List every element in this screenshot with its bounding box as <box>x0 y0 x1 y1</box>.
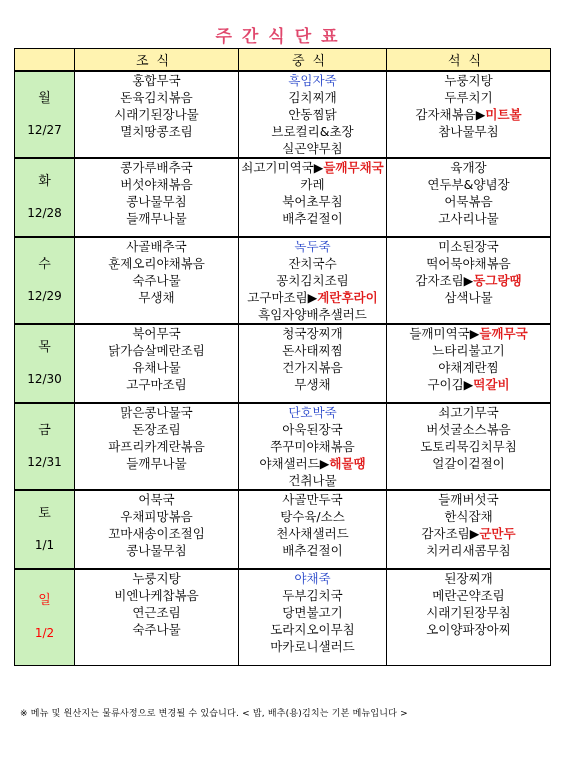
substitute-menu-text: 들깨무국 <box>479 326 528 341</box>
menu-item <box>387 604 550 621</box>
dinner-cell <box>387 237 551 324</box>
menu-item-text: 고사리나물 <box>438 211 499 226</box>
menu-item <box>387 508 550 525</box>
menu-item-text: 북어초무침 <box>282 194 343 209</box>
menu-item-text: 떡어묵야채볶음 <box>426 256 511 271</box>
day-row <box>15 71 551 158</box>
menu-item-text: 쭈꾸미야채볶음 <box>270 439 355 454</box>
menu-item-text: 어묵국 <box>138 492 175 507</box>
menu-item-text: 쇠고기미역국▶ <box>241 160 324 175</box>
menu-item-text: 한식잡채 <box>444 509 493 524</box>
dinner-cell <box>387 158 551 237</box>
day-cell <box>15 490 75 569</box>
header-dinner: 석식 <box>387 49 551 72</box>
menu-item <box>239 438 386 455</box>
menu-item <box>387 89 550 106</box>
day-name: 월 <box>38 90 51 106</box>
menu-item <box>239 106 386 123</box>
menu-item <box>239 587 386 604</box>
menu-item-text: 누룽지탕 <box>132 571 181 586</box>
menu-item <box>239 210 386 227</box>
menu-item-text: 연두부&양념장 <box>427 177 510 192</box>
menu-item <box>75 621 238 638</box>
menu-item <box>75 159 238 176</box>
menu-item-text: 마카로니샐러드 <box>270 639 355 654</box>
dinner-cell <box>387 71 551 158</box>
breakfast-cell <box>75 490 239 569</box>
menu-item-text: 메란곤약조림 <box>432 588 505 603</box>
menu-item <box>75 404 238 421</box>
menu-item <box>387 255 550 272</box>
day-row <box>15 158 551 237</box>
menu-item <box>387 525 550 542</box>
header-row <box>15 49 551 72</box>
menu-item <box>387 123 550 140</box>
menu-item-text: 무생채 <box>138 290 175 305</box>
dinner-cell <box>387 403 551 490</box>
menu-item-text: 느타리불고기 <box>432 343 505 358</box>
menu-item-text: 감자조림▶ <box>415 273 474 288</box>
breakfast-cell <box>75 403 239 490</box>
menu-item-text: 쇠고기무국 <box>438 405 499 420</box>
menu-item-text: 돈육김치볶음 <box>120 90 193 105</box>
menu-item-text: 안동찜닭 <box>288 107 337 122</box>
menu-item <box>239 508 386 525</box>
day-date: 12/30 <box>27 372 62 387</box>
menu-item <box>387 570 550 587</box>
menu-item <box>75 525 238 542</box>
menu-item <box>239 570 386 587</box>
menu-item <box>239 404 386 421</box>
day-date: 12/31 <box>27 455 62 470</box>
menu-item-text: 사골배추국 <box>126 239 187 254</box>
day-row <box>15 324 551 403</box>
dinner-cell <box>387 490 551 569</box>
menu-item-text: 시래기된장무침 <box>426 605 511 620</box>
menu-item <box>387 176 550 193</box>
special-menu-text: 단호박죽 <box>288 405 337 420</box>
day-date: 12/27 <box>27 123 62 138</box>
day-name: 금 <box>38 422 51 438</box>
day-cell <box>15 403 75 490</box>
menu-item-text: 배추겉절이 <box>282 543 343 558</box>
menu-item <box>239 72 386 89</box>
menu-item <box>75 123 238 140</box>
menu-item-text: 배추겉절이 <box>282 211 343 226</box>
menu-item <box>387 106 550 123</box>
menu-item <box>75 491 238 508</box>
menu-item-text: 버섯야채볶음 <box>120 177 193 192</box>
special-menu-text: 흑임자죽 <box>288 73 337 88</box>
special-menu-text: 야채죽 <box>294 571 331 586</box>
menu-item <box>75 193 238 210</box>
menu-item <box>239 272 386 289</box>
menu-item <box>75 438 238 455</box>
menu-item-text: 콩가루배추국 <box>120 160 193 175</box>
day-name: 수 <box>38 256 51 272</box>
menu-item-text: 파프리카계란볶음 <box>108 439 205 454</box>
menu-item-text: 무생채 <box>294 377 331 392</box>
menu-item-text: 꽁치김치조림 <box>276 273 349 288</box>
menu-item-text: 두루치기 <box>444 90 493 105</box>
menu-item <box>387 404 550 421</box>
menu-item <box>387 72 550 89</box>
menu-item-text: 도라지오이무침 <box>270 622 355 637</box>
menu-item <box>75 359 238 376</box>
menu-item-text: 구이김▶ <box>427 377 474 392</box>
menu-item-text: 된장찌개 <box>444 571 493 586</box>
day-date: 1/1 <box>34 538 55 553</box>
menu-item <box>239 342 386 359</box>
menu-item <box>387 587 550 604</box>
menu-item <box>75 542 238 559</box>
menu-item-text: 야채샐러드▶ <box>259 456 330 471</box>
substitute-menu-text: 떡갈비 <box>473 377 510 392</box>
day-cell <box>15 237 75 324</box>
menu-item-text: 실곤약무침 <box>282 141 343 156</box>
menu-item <box>75 421 238 438</box>
breakfast-cell <box>75 158 239 237</box>
menu-item-text: 참나물무침 <box>438 124 499 139</box>
menu-item-text: 도토리묵김치무침 <box>420 439 517 454</box>
menu-item-text: 홍합무국 <box>132 73 181 88</box>
menu-item <box>75 376 238 393</box>
menu-item <box>75 342 238 359</box>
menu-item-text: 당면불고기 <box>282 605 343 620</box>
menu-item-text: 삼색나물 <box>444 290 493 305</box>
header-lunch: 중식 <box>239 49 387 72</box>
lunch-cell <box>239 569 387 665</box>
menu-item-text: 맑은콩나물국 <box>120 405 193 420</box>
menu-item <box>75 289 238 306</box>
substitute-menu-text: 미트볼 <box>485 107 522 122</box>
dinner-cell <box>387 569 551 665</box>
lunch-cell <box>239 403 387 490</box>
header-breakfast: 조식 <box>75 49 239 72</box>
substitute-menu-text: 군만두 <box>479 526 516 541</box>
menu-item-text: 들깨무나물 <box>126 456 187 471</box>
menu-item-text: 탕수육/소스 <box>280 509 345 524</box>
menu-item <box>75 587 238 604</box>
day-date: 12/28 <box>27 206 62 221</box>
menu-item-text: 닭가슴살메란조림 <box>108 343 205 358</box>
menu-item <box>239 193 386 210</box>
menu-item <box>387 159 550 176</box>
day-name: 화 <box>38 173 51 189</box>
menu-item <box>239 376 386 393</box>
day-cell <box>15 569 75 665</box>
day-date: 12/29 <box>27 289 62 304</box>
menu-item <box>75 570 238 587</box>
footer-note: ※ 메뉴 및 원산지는 물류사정으로 변경될 수 있습니다. < 밥, 배추(용)김치는 기본 메뉴입니다 > <box>20 709 408 719</box>
lunch-cell <box>239 71 387 158</box>
menu-item <box>239 325 386 342</box>
menu-item <box>75 89 238 106</box>
menu-item <box>239 621 386 638</box>
menu-item <box>387 455 550 472</box>
weekly-menu-table <box>14 48 551 666</box>
menu-item-text: 유채나물 <box>132 360 181 375</box>
menu-item <box>387 491 550 508</box>
menu-item-text: 고구마조림▶ <box>247 290 318 305</box>
menu-item <box>239 604 386 621</box>
menu-item-text: 들깨버섯국 <box>438 492 499 507</box>
menu-item <box>239 455 386 472</box>
menu-item-text: 육개장 <box>450 160 487 175</box>
menu-item-text: 비엔나케찹볶음 <box>114 588 199 603</box>
menu-item <box>387 210 550 227</box>
page-title: 주간식단표 <box>215 27 348 47</box>
menu-item <box>75 238 238 255</box>
menu-item <box>387 342 550 359</box>
menu-item <box>387 621 550 638</box>
menu-item <box>387 438 550 455</box>
menu-item-text: 얼갈이겉절이 <box>432 456 505 471</box>
day-date: 1/2 <box>34 626 55 641</box>
day-cell <box>15 71 75 158</box>
menu-item <box>75 210 238 227</box>
menu-item-text: 돈장조림 <box>132 422 181 437</box>
menu-item <box>387 376 550 393</box>
menu-item <box>75 508 238 525</box>
menu-item <box>239 289 386 306</box>
lunch-cell <box>239 158 387 237</box>
menu-item <box>239 638 386 655</box>
menu-item <box>75 72 238 89</box>
menu-item-text: 카레 <box>300 177 325 192</box>
substitute-menu-text: 계란후라이 <box>317 290 378 305</box>
menu-item-text: 우채피망볶음 <box>120 509 193 524</box>
menu-item <box>387 542 550 559</box>
day-name: 토 <box>38 505 51 521</box>
menu-item-text: 어묵볶음 <box>444 194 493 209</box>
substitute-menu-text: 들깨무채국 <box>323 160 384 175</box>
menu-item-text: 브로컬리&초장 <box>271 124 354 139</box>
menu-body <box>15 71 551 665</box>
menu-item-text: 멸치땅콩조림 <box>120 124 193 139</box>
menu-item <box>387 359 550 376</box>
menu-item <box>239 359 386 376</box>
menu-item-text: 야채계란찜 <box>438 360 499 375</box>
menu-item-text: 오이양파장아찌 <box>426 622 511 637</box>
day-name: 일 <box>38 593 51 609</box>
breakfast-cell <box>75 237 239 324</box>
menu-item <box>75 106 238 123</box>
menu-item <box>239 421 386 438</box>
menu-item <box>387 272 550 289</box>
menu-item <box>239 491 386 508</box>
day-row <box>15 490 551 569</box>
menu-item <box>387 325 550 342</box>
menu-item-text: 건가지볶음 <box>282 360 343 375</box>
lunch-cell <box>239 237 387 324</box>
menu-item-text: 건취나물 <box>288 473 337 488</box>
menu-item-text: 콩나물무침 <box>126 543 187 558</box>
menu-item <box>239 159 386 176</box>
substitute-menu-text: 동그랑땡 <box>473 273 522 288</box>
menu-item-text: 고구마조림 <box>126 377 187 392</box>
menu-item <box>75 272 238 289</box>
menu-item-text: 북어무국 <box>132 326 181 341</box>
menu-item <box>239 525 386 542</box>
lunch-cell <box>239 490 387 569</box>
day-name: 목 <box>38 339 51 355</box>
menu-item-text: 들깨무나물 <box>126 211 187 226</box>
menu-item-text: 숙주나물 <box>132 273 181 288</box>
menu-item-text: 치커리새콤무침 <box>426 543 511 558</box>
menu-item-text: 감자조림▶ <box>421 526 480 541</box>
header-corner <box>15 49 75 72</box>
menu-item-text: 들깨미역국▶ <box>409 326 480 341</box>
breakfast-cell <box>75 324 239 403</box>
day-row <box>15 403 551 490</box>
dinner-cell <box>387 324 551 403</box>
menu-item <box>239 472 386 489</box>
menu-item <box>387 238 550 255</box>
menu-item-text: 천사채샐러드 <box>276 526 349 541</box>
day-cell <box>15 324 75 403</box>
menu-item <box>387 289 550 306</box>
menu-item-text: 버섯굴소스볶음 <box>426 422 511 437</box>
menu-item <box>75 455 238 472</box>
menu-item-text: 감자채볶음▶ <box>415 107 486 122</box>
menu-item <box>75 325 238 342</box>
menu-item-text: 아욱된장국 <box>282 422 343 437</box>
menu-item <box>239 176 386 193</box>
menu-item-text: 훈제오리야채볶음 <box>108 256 205 271</box>
menu-item-text: 두부김치국 <box>282 588 343 603</box>
menu-item-text: 흑임자양배추샐러드 <box>258 307 367 322</box>
menu-item-text: 시래기된장나물 <box>114 107 199 122</box>
menu-item-text: 돈사태찌찜 <box>282 343 343 358</box>
menu-item-text: 김치찌개 <box>288 90 337 105</box>
menu-item-text: 숙주나물 <box>132 622 181 637</box>
menu-item-text: 사골만두국 <box>282 492 343 507</box>
menu-item <box>239 89 386 106</box>
day-row <box>15 569 551 665</box>
menu-item <box>387 193 550 210</box>
menu-item <box>387 421 550 438</box>
menu-item-text: 연근조림 <box>132 605 181 620</box>
menu-item <box>239 238 386 255</box>
menu-item <box>75 176 238 193</box>
menu-item-text: 잔치국수 <box>288 256 337 271</box>
day-cell <box>15 158 75 237</box>
menu-item <box>239 542 386 559</box>
menu-item <box>239 140 386 157</box>
substitute-menu-text: 해물땡 <box>329 456 366 471</box>
menu-item-text: 콩나물무침 <box>126 194 187 209</box>
breakfast-cell <box>75 569 239 665</box>
menu-item <box>75 604 238 621</box>
lunch-cell <box>239 324 387 403</box>
menu-item-text: 꼬마새송이조절임 <box>108 526 205 541</box>
menu-item <box>239 306 386 323</box>
special-menu-text: 녹두죽 <box>294 239 331 254</box>
menu-item-text: 누룽지탕 <box>444 73 493 88</box>
day-row <box>15 237 551 324</box>
menu-item <box>239 255 386 272</box>
menu-item-text: 미소된장국 <box>438 239 499 254</box>
menu-item <box>75 255 238 272</box>
menu-item <box>239 123 386 140</box>
breakfast-cell <box>75 71 239 158</box>
menu-item-text: 청국장찌개 <box>282 326 343 341</box>
